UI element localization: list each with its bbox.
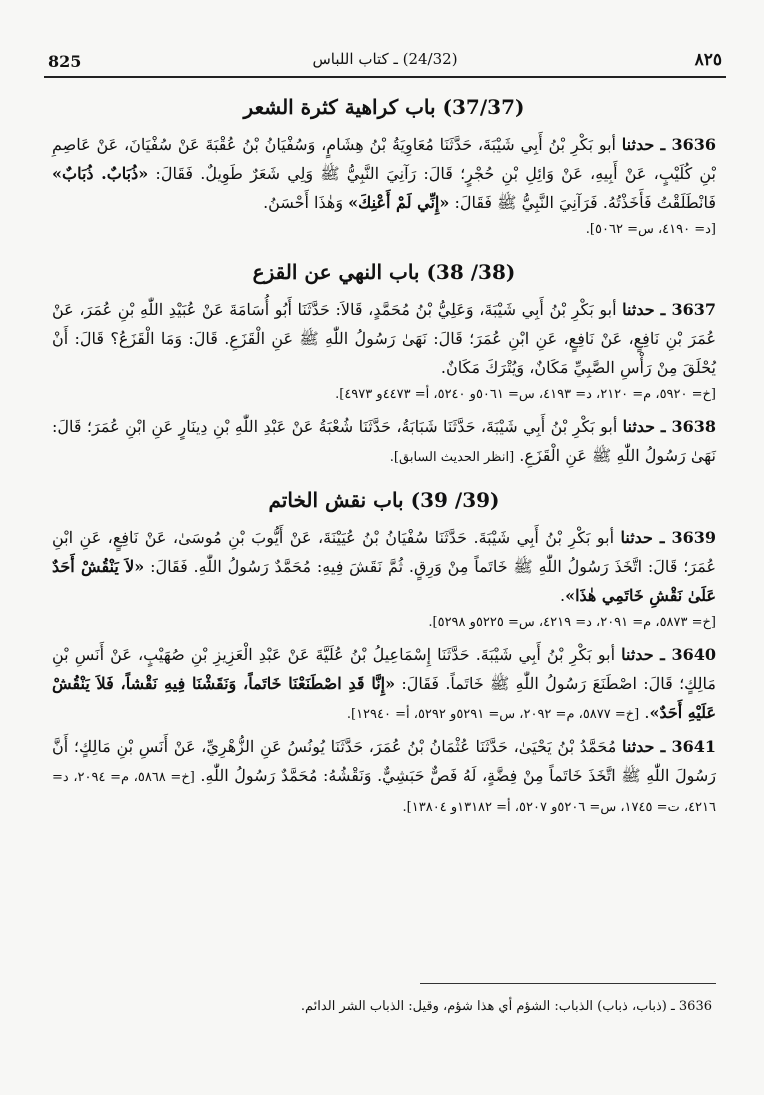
hadith-body: وَهٰذَا أَحْسَنُ. xyxy=(263,193,349,212)
hadith-reference: [د= ٤١٩٠، س= ٥٠٦٢]. xyxy=(585,222,716,237)
hadith-text xyxy=(52,412,716,471)
header-rule xyxy=(44,76,726,78)
chapter-heading: (38/ 38) باب النهي عن القزع xyxy=(252,260,516,284)
hadith-3641 xyxy=(52,732,716,821)
hadith-body: أبو بَكْرِ بْنُ أَبِي شَيْبَةَ. حَدَّثَنَا إِسْمَاعِيلُ بْنُ عُلَيَّةَ عَنْ عَبْدِ الْعَزِيزِ بْنِ صُهَيْبٍ، عَنْ أَنَسِ بْنِ مَالِكٍ؛ قَالَ: اصْطَنَعَ رَسُولُ اللّٰهِ ﷺ خَاتَماً. فَقَالَ: xyxy=(52,645,716,693)
hadith-body: مُحَمَّدُ بْنُ يَحْيَىٰ، حَدَّثَنَا عُثْمَانُ بْنُ عُمَرَ، حَدَّثَنَا يُونُسُ عَنِ الزُّهْرِيِّ، عَنْ أَنَسِ بْنِ مَالِكٍ؛ أَنَّ رَسُولَ اللّٰهِ ﷺ اتَّخَذَ خَاتَماً مِنْ فِضَّةٍ، لَهُ فَصٌّ حَبَشِيٌّ. وَنَقْشُهُ: مُحَمَّدٌ رَسُولُ اللّٰهِ. xyxy=(52,737,717,785)
hadith-body: . xyxy=(559,586,566,605)
footnote-rule xyxy=(420,983,716,984)
chapter-heading: (37/37) باب كراهية كثرة الشعر xyxy=(243,95,525,119)
hadith-reference: [خ= ٥٨٧٣، م= ٢٠٩١، د= ٤٢١٩، س= ٥٢٢٥و ٥٢٩٨]. xyxy=(428,615,716,630)
hadith-lead: ـ حدثنا xyxy=(621,645,672,664)
hadith-body: أبو بَكْرِ بْنُ أَبِي شَيْبَةَ، حَدَّثَنَا شَبَابَةُ، حَدَّثَنَا شُعْبَةُ عَنْ عَبْدِ اللّٰهِ بْنِ دِينَارٍ عَنِ ابْنِ عُمَرَ؛ قَالَ: نَهَىٰ رَسُولُ اللّٰهِ ﷺ عَنِ الْقَزَعِ. xyxy=(52,417,716,465)
hadith-3639 xyxy=(52,523,716,636)
hadith-lead: ـ حدثنا xyxy=(620,528,672,547)
hadith-reference: [انظر الحديث السابق]. xyxy=(389,450,515,465)
hadith-body: أبو بَكْرِ بْنُ أَبِي شَيْبَةَ. حَدَّثَنَا سُفْيَانُ بْنُ عُيَيْنَةَ، عَنْ أَيُّوبَ بْنِ مُوسَىٰ، عَنْ نَافِعٍ، عَنِ ابْنِ عُمَرَ؛ قَالَ: اتَّخَذَ رَسُولُ اللّٰهِ ﷺ خَاتَماً مِنْ وَرِقٍ. ثُمَّ نَقَشَ فِيهِ: مُحَمَّدٌ رَسُولُ اللّٰهِ. فَقَالَ: xyxy=(52,528,716,576)
page-number: 825 xyxy=(48,52,82,71)
page-number-arabic: ٨٢٥ xyxy=(694,50,722,70)
hadith-lead: ـ حدثنا xyxy=(622,417,672,436)
hadith-number: 3639 xyxy=(671,528,716,547)
hadith-number: 3637 xyxy=(671,300,716,319)
hadith-body: أبو بَكْرِ بْنُ أَبِي شَيْبَةَ، حَدَّثَنَا مُعَاوِيَةُ بْنُ هِشَامٍ، وَسُفْيَانُ بْنُ عُقْبَةَ عَنْ سُفْيَانَ، عَنْ عَاصِمِ بْنِ كُلَيْبٍ، عَنْ أَبِيهِ، عَنْ وَائِلِ بْنِ حُجْرٍ؛ قَالَ: رَآنِيَ النَّبِيُّ ﷺ وَلِي شَعَرٌ طَوِيلٌ. فَقَالَ: xyxy=(52,135,717,183)
hadith-number: 3641 xyxy=(671,737,716,756)
hadith-reference: [خ= ٥٨٧٧، م= ٢٠٩٢، س= ٥٢٩١و ٥٢٩٢، أ= ١٢٩٤٠]. xyxy=(346,707,640,722)
hadith-body: . xyxy=(639,703,650,722)
hadith-3636 xyxy=(52,130,716,243)
hadith-number: 3638 xyxy=(671,417,716,436)
hadith-text xyxy=(52,523,716,610)
hadith-number: 3640 xyxy=(671,645,716,664)
hadith-body: فَانْطَلَقْتُ فَأَخَذْتُهُ. فَرَآنِيَ النَّبِيُّ ﷺ فَقَالَ: xyxy=(449,193,716,212)
hadith-text xyxy=(52,130,716,217)
hadith-text xyxy=(52,295,716,382)
hadith-text xyxy=(52,640,716,728)
running-header xyxy=(48,42,722,76)
prophetic-quote: «ذُبَابٌ. ذُبَابٌ» xyxy=(52,164,149,183)
hadith-lead: ـ حدثنا xyxy=(621,135,672,154)
hadith-number: 3636 xyxy=(671,135,716,154)
running-title: (24/32) ـ كتاب اللباس xyxy=(312,50,458,68)
hadith-text xyxy=(52,732,716,821)
chapter-heading: (39/ 39) باب نقش الخاتم xyxy=(268,488,500,512)
hadith-reference: [خ= ٥٨٦٨، م= ٢٠٩٤، د= ٤٢١٦، ت= ١٧٤٥، س= ٥٢٠٦و ٥٢٠٧، أ= ١٣١٨٢و ١٣٨٠٤]. xyxy=(52,770,716,815)
prophetic-quote: «إِنَّا قَدِ اصْطَنَعْنَا خَاتَماً، وَنَقَشْنَا فِيهِ نَقْشاً، فَلاَ يَنْقُشْ عَلَيْهِ أَحَدٌ» xyxy=(52,674,716,722)
hadith-3640 xyxy=(52,640,716,728)
hadith-3637 xyxy=(52,295,716,408)
footnote: 3636 ـ (ذباب، ذباب) الذباب: الشؤم أي هذا شؤم، وقيل: الذباب الشر الدائم. xyxy=(300,999,712,1014)
hadith-3638 xyxy=(52,412,716,471)
hadith-reference: [خ= ٥٩٢٠، م= ٢١٢٠، د= ٤١٩٣، س= ٥٠٦١و ٥٢٤٠، أ= ٤٤٧٣و ٤٩٧٣]. xyxy=(335,387,716,402)
hadith-body: أبو بَكْرِ بْنُ أَبِي شَيْبَةَ، وَعَلِيُّ بْنُ مُحَمَّدٍ، قَالاَ: حَدَّثَنَا أَبُو أُسَامَةَ عَنْ عُبَيْدِ اللّٰهِ بْنِ عُمَرَ، عَنْ عُمَرَ بْنِ نَافِعٍ، عَنْ نَافِعٍ، عَنِ ابْنِ عُمَرَ؛ قَالَ: نَهَىٰ رَسُولُ اللّٰهِ ﷺ عَنِ الْقَزَعِ. قَالَ: وَمَا الْقَزَعُ؟ قَالَ: أَنْ يُحْلَقَ مِنْ رَأْسِ الصَّبِيِّ مَكَانٌ، وَيُتْرَكَ مَكَانٌ. xyxy=(52,300,716,377)
hadith-lead: ـ حدثنا xyxy=(622,300,672,319)
hadith-lead: ـ حدثنا xyxy=(621,737,672,756)
page-body xyxy=(52,88,716,825)
prophetic-quote: «لاَ يَنْقُشْ أَحَدٌ عَلَىٰ نَقْشِ خَاتَمِي هٰذَا» xyxy=(52,557,716,605)
prophetic-quote: «إِنِّي لَمْ أَعْنِكَ» xyxy=(348,193,450,212)
